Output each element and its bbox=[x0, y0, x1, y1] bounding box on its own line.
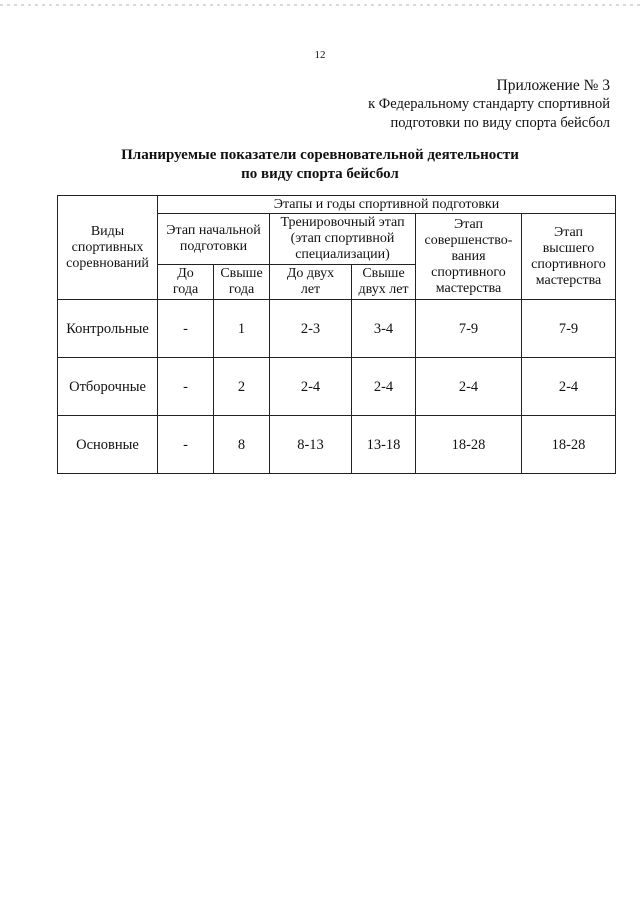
stage-line: вания bbox=[451, 248, 486, 264]
stage-line: Тренировочный этап bbox=[280, 215, 405, 230]
stage-line: Этап bbox=[553, 224, 584, 240]
title-line-1: Планируемые показатели соревновательной деятельности bbox=[121, 147, 519, 163]
table-cell: - bbox=[158, 416, 214, 474]
table-row bbox=[58, 358, 616, 416]
subcol-line: двух лет bbox=[358, 282, 409, 297]
stage-line: мастерства bbox=[535, 272, 602, 288]
subcol-line: Свыше bbox=[220, 266, 263, 281]
appendix-line-1: Приложение № 3 bbox=[496, 77, 610, 94]
table-cell: 2-4 bbox=[352, 358, 416, 416]
table-cell: 2-4 bbox=[416, 358, 522, 416]
table-row bbox=[58, 416, 616, 474]
subcol-initial-1 bbox=[158, 265, 214, 300]
table-cell: 2 bbox=[214, 358, 270, 416]
performance-table bbox=[57, 195, 616, 474]
stage-line: Этап bbox=[453, 216, 484, 232]
subcol-line: года bbox=[228, 282, 255, 297]
table-cell: 18-28 bbox=[522, 416, 616, 474]
stage-line: (этап спортивной bbox=[290, 231, 395, 246]
table-cell: - bbox=[158, 358, 214, 416]
table-cell: 2-4 bbox=[522, 358, 616, 416]
subcol-initial-2 bbox=[214, 265, 270, 300]
table-cell: 8 bbox=[214, 416, 270, 474]
table-cell: 13-18 bbox=[352, 416, 416, 474]
appendix-line-3: подготовки по виду спорта бейсбол bbox=[390, 115, 610, 131]
group-header-cell: Этапы и годы спортивной подготовки bbox=[158, 196, 616, 214]
table-cell: 1 bbox=[214, 300, 270, 358]
appendix-heading bbox=[368, 76, 610, 133]
table-cell: 8-13 bbox=[270, 416, 352, 474]
stage-line: специализации) bbox=[295, 247, 390, 262]
stage-training-header bbox=[270, 214, 416, 265]
table-cell: 2-4 bbox=[270, 358, 352, 416]
stage-line: спортивного bbox=[431, 264, 506, 280]
corner-line: спортивных bbox=[71, 239, 144, 255]
document-title bbox=[0, 146, 640, 184]
title-line-2: по виду спорта бейсбол bbox=[241, 166, 399, 182]
subcol-training-1 bbox=[270, 265, 352, 300]
row-label: Контрольные bbox=[58, 300, 158, 358]
stage-line: спортивного bbox=[531, 256, 606, 272]
stage-initial-header bbox=[158, 214, 270, 265]
table-cell: 7-9 bbox=[522, 300, 616, 358]
subcol-training-2 bbox=[352, 265, 416, 300]
table-cell: - bbox=[158, 300, 214, 358]
row-label: Основные bbox=[58, 416, 158, 474]
table-cell: 7-9 bbox=[416, 300, 522, 358]
table-cell: 18-28 bbox=[416, 416, 522, 474]
subcol-line: лет bbox=[300, 282, 321, 297]
table-cell: 2-3 bbox=[270, 300, 352, 358]
subcol-line: года bbox=[172, 282, 199, 297]
stage-line: подготовки bbox=[179, 239, 248, 254]
corner-header-cell bbox=[58, 196, 158, 300]
page-number: 12 bbox=[314, 49, 326, 61]
scan-artifact-line bbox=[0, 4, 640, 6]
stage-line: Этап начальной bbox=[166, 223, 261, 238]
row-label: Отборочные bbox=[58, 358, 158, 416]
stage-line: совершенство- bbox=[424, 232, 513, 248]
corner-line: соревнований bbox=[66, 255, 149, 271]
subcol-line: Свыше bbox=[362, 266, 405, 281]
table-row bbox=[58, 300, 616, 358]
corner-line: Виды bbox=[90, 223, 125, 239]
stage-improvement-header bbox=[416, 214, 522, 300]
table-cell: 3-4 bbox=[352, 300, 416, 358]
stage-line: высшего bbox=[542, 240, 595, 256]
subcol-line: До двух bbox=[286, 266, 335, 281]
stage-line: мастерства bbox=[435, 280, 502, 296]
subcol-line: До bbox=[177, 266, 194, 281]
stage-higher-header bbox=[522, 214, 616, 300]
appendix-line-2: к Федеральному стандарту спортивной bbox=[368, 96, 610, 112]
